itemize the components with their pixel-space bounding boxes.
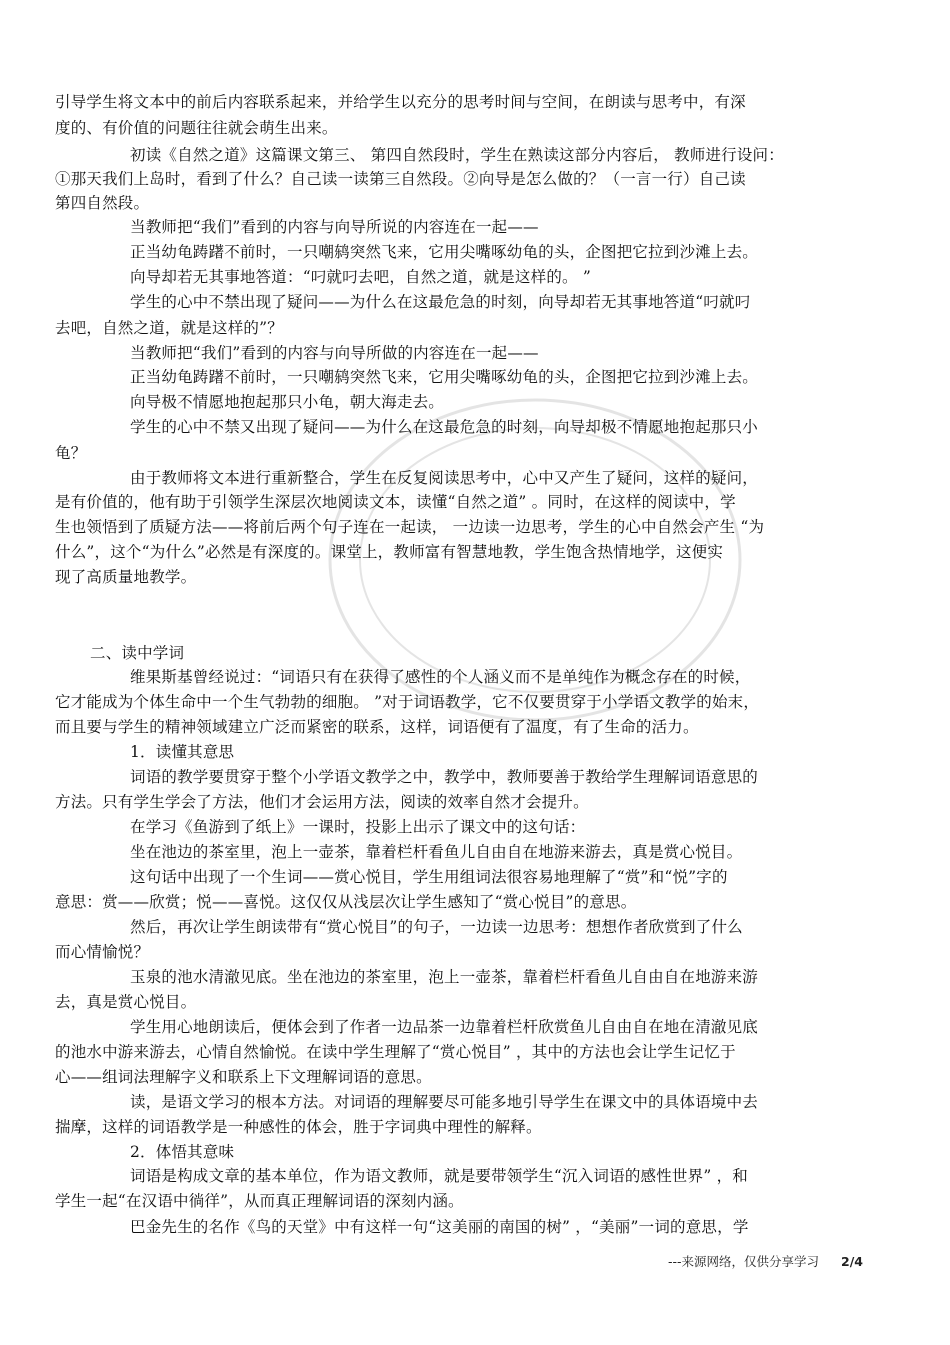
body-line: 学生一起“在汉语中徜徉”，从而真正理解词语的深刻内涵。 xyxy=(55,1192,464,1210)
body-line: 由于教师将文本进行重新整合，学生在反复阅读思考中，心中又产生了疑问，这样的疑问， xyxy=(130,469,759,487)
body-line: 向导极不情愿地抱起那只小龟，朝大海走去。 xyxy=(130,393,445,411)
body-line: 的池水中游来游去，心情自然愉悦。在读中学生理解了“赏心悦目” ，其中的方法也会让学生记忆于 xyxy=(55,1043,736,1061)
body-line: 在学习《鱼游到了纸上》一课时，投影上出示了课文中的这句话： xyxy=(130,818,586,836)
body-line: 维果斯基曾经说过：“词语只有在获得了感性的个人涵义而不是单纯作为概念存在的时候， xyxy=(130,668,751,686)
body-line: 学生的心中不禁出现了疑问——为什么在这最危急的时刻，向导却若无其事地答道“叼就叼 xyxy=(130,293,751,311)
body-line: 词语是构成文章的基本单位，作为语文教师，就是要带领学生“沉入词语的感性世界” ，和 xyxy=(130,1167,748,1185)
body-line: 学生的心中不禁又出现了疑问——为什么在这最危急的时刻，向导却极不情愿地抱起那只小 xyxy=(130,418,759,436)
body-line: 去吧，自然之道，就是这样的”？ xyxy=(55,319,283,337)
body-line: 生也领悟到了质疑方法——将前后两个句子连在一起读， 一边读一边思考，学生的心中自然会产生 “为 xyxy=(55,518,765,536)
body-line: 向导却若无其事地答道：“叼就叼去吧，自然之道，就是这样的。 ” xyxy=(130,268,591,286)
body-line: 第四自然段。 xyxy=(55,194,150,212)
body-line: 而心情愉悦？ xyxy=(55,943,150,961)
page-number: 2/4 xyxy=(841,1254,864,1269)
body-line: 是有价值的，他有助于引领学生深层次地阅读文本，读懂“自然之道” 。同时，在这样的阅读中，学 xyxy=(55,493,736,511)
body-line: 揣摩，这样的词语教学是一种感性的体会，胜于字词典中理性的解释。 xyxy=(55,1118,542,1136)
body-line: 去，真是赏心悦目。 xyxy=(55,993,197,1011)
body-line: 然后，再次让学生朗读带有“赏心悦目”的句子，一边读一边思考：想想作者欣赏到了什么 xyxy=(130,918,743,936)
body-line: 正当幼龟踌躇不前时，一只嘲鸫突然飞来，它用尖嘴啄幼龟的头，企图把它拉到沙滩上去。 xyxy=(130,243,759,261)
body-line: 龟？ xyxy=(55,444,87,462)
body-line: 初读《自然之道》这篇课文第三、 第四自然段时，学生在熟读这部分内容后， 教师进行设问： xyxy=(130,146,784,164)
body-line: 学生用心地朗读后，便体会到了作者一边品茶一边靠着栏杆欣赏鱼儿自由自在地在清澈见底 xyxy=(130,1018,759,1036)
body-line: 它才能成为个体生命中一个生气勃勃的细胞。 ”对于词语教学，它不仅要贯穿于小学语文教学的始末， xyxy=(55,693,760,711)
subsection-heading: 1．读懂其意思 xyxy=(130,743,235,761)
body-line: 坐在池边的茶室里，泡上一壶茶，靠着栏杆看鱼儿自由自在地游来游去，真是赏心悦目。 xyxy=(130,843,743,861)
body-line: 这句话中出现了一个生词——赏心悦目，学生用组词法很容易地理解了“赏”和“悦”字的 xyxy=(130,868,728,886)
subsection-heading: 2．体悟其意味 xyxy=(130,1143,235,1161)
body-line: 度的、有价值的问题往往就会萌生出来。 xyxy=(55,119,338,137)
body-line: ①那天我们上岛时，看到了什么？自己读一读第三自然段。②向导是怎么做的？（一言一行）自己读 xyxy=(55,170,746,188)
body-line: 方法。只有学生学会了方法，他们才会运用方法，阅读的效率自然才会提升。 xyxy=(55,793,589,811)
section-heading: 二、读中学词 xyxy=(90,644,185,662)
body-line: 词语的教学要贯穿于整个小学语文教学之中，教学中，教师要善于教给学生理解词语意思的 xyxy=(130,768,759,786)
body-line: 读，是语文学习的根本方法。对词语的理解要尽可能多地引导学生在课文中的具体语境中去 xyxy=(130,1093,759,1111)
body-line: 心——组词法理解字义和联系上下文理解词语的意思。 xyxy=(55,1068,432,1086)
body-line: 现了高质量地教学。 xyxy=(55,568,197,586)
source-note: ---来源网络，仅供分享学习 xyxy=(668,1254,820,1269)
body-line: 而且要与学生的精神领域建立广泛而紧密的联系，这样，词语便有了温度，有了生命的活力。 xyxy=(55,718,699,736)
body-line: 正当幼龟踌躇不前时，一只嘲鸫突然飞来，它用尖嘴啄幼龟的头，企图把它拉到沙滩上去。 xyxy=(130,368,759,386)
body-line: 什么”，这个“为什么”必然是有深度的。课堂上，教师富有智慧地教，学生饱含热情地学，这便实 xyxy=(55,543,724,561)
page-footer xyxy=(668,1252,863,1270)
body-line: 当教师把“我们”看到的内容与向导所说的内容连在一起—— xyxy=(130,218,539,236)
body-line: 巴金先生的名作《鸟的天堂》中有这样一句“这美丽的南国的树” ，“美丽”一词的意思，学 xyxy=(130,1218,749,1236)
body-line: 意思：赏——欣赏；悦——喜悦。这仅仅从浅层次让学生感知了“赏心悦目”的意思。 xyxy=(55,893,637,911)
body-line: 引导学生将文本中的前后内容联系起来，并给学生以充分的思考时间与空间，在朗读与思考中，有深 xyxy=(55,93,746,111)
body-line: 当教师把“我们”看到的内容与向导所做的内容连在一起—— xyxy=(130,344,539,362)
body-line: 玉泉的池水清澈见底。坐在池边的茶室里，泡上一壶茶，靠着栏杆看鱼儿自由自在地游来游 xyxy=(130,968,759,986)
